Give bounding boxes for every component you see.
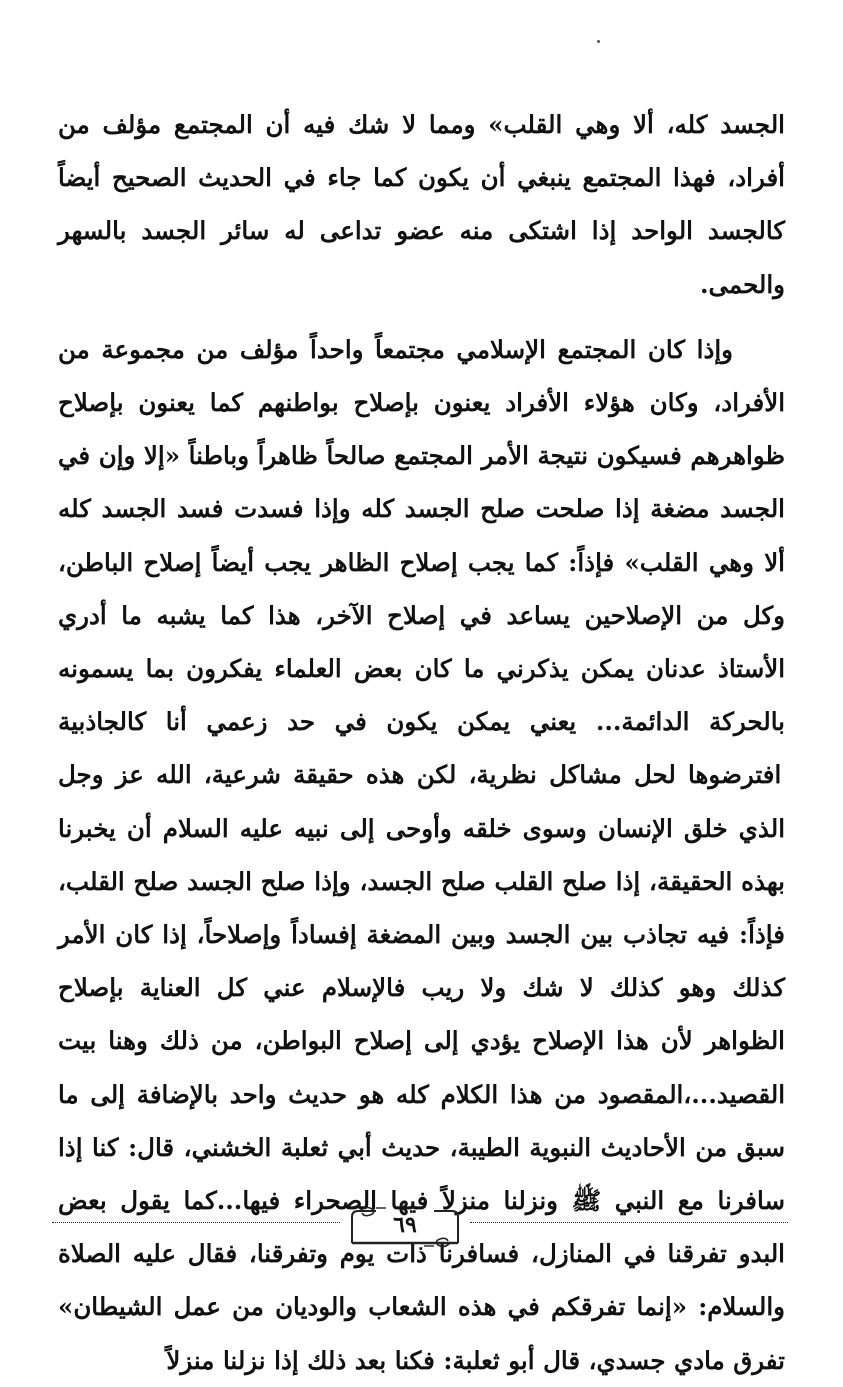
text-line: العلماء يفكرون بما يسمونه بالحركة الدائمة... يعني يمكن يكون في حد زعمي bbox=[58, 654, 785, 737]
text-line: كذلك لا شك ولا ريب فالإسلام عني كل العناية بإصلاح الظواهر لأن هذا bbox=[58, 973, 785, 1056]
text-line: الجسد كله، ألا وهي القلب» ومما لا شك فيه أن المجتمع مؤلف من أفراد، فهذا bbox=[58, 110, 785, 193]
text-line: فيها الصحراء فيها...كما يقول بعض البدو تفرقنا في المنازل، فسافرنا ذات يوم bbox=[58, 1186, 785, 1269]
text-line: تجاذب بين الجسد وبين المضغة إفساداً وإصلاحاً، إذا كان الأمر كذلك وهو bbox=[58, 920, 785, 1003]
text-line: المجتمع ينبغي أن يكون كما جاء في الحديث الصحيح أيضاً كالجسد الواحد إذا bbox=[58, 163, 786, 246]
text-line: وتفرقنا، فقال عليه الصلاة والسلام: «إنما تفرقكم في هذه الشعاب والوديان من bbox=[58, 1239, 785, 1322]
body-text bbox=[58, 98, 785, 1387]
text-line: الحقيقة، إذا صلح القلب صلح الجسد، وإذا صلح الجسد صلح القلب، فإذاً: فيه bbox=[58, 866, 785, 950]
page-number: ٦٩ bbox=[393, 1212, 417, 1238]
text-line: إصلاح الآخر، هذا كما يشبه ما أدري الأستاذ عدنان يمكن يذكرني ما كان بعض bbox=[58, 600, 786, 684]
text-line: أنا كالجاذبية افترضوها لحل مشاكل نظرية، لكن هذه حقيقة شرعية، الله عز وجل bbox=[58, 707, 782, 790]
text-line: وإذا كان المجتمع الإسلامي مجتمعاً واحداً مؤلف من مجموعة من الأفراد، bbox=[58, 334, 786, 418]
text-line: وكان هؤلاء الأفراد يعنون بإصلاح بواطنهم كما يعنون بإصلاح ظواهرهم bbox=[58, 388, 786, 471]
text-line: عمل الشيطان» تفرق مادي جسدي، قال أبو ثعلبة: فكنا بعد ذلك إذا نزلنا منزلاً bbox=[58, 1292, 785, 1375]
text-line: هذا الكلام كله هو حديث واحد بالإضافة إلى ما سبق من الأحاديث النبوية bbox=[58, 1079, 786, 1162]
speck-mark bbox=[597, 40, 600, 43]
text-line: الذي خلق الإنسان وسوى خلقه وأوحى إلى نبيه عليه السلام أن يخبرنا بهذه bbox=[58, 813, 785, 896]
text-line: الإصلاح يؤدي إلى إصلاح البواطن، من ذلك وهنا بيت القصيد...،المقصود من bbox=[58, 1026, 786, 1109]
paragraph-1 bbox=[58, 98, 785, 311]
footer-divider-left bbox=[52, 1222, 340, 1223]
text-line: صلحت صلح الجسد كله وإذا فسدت فسد الجسد كله ألا وهي القلب» فإذاً: كما bbox=[58, 494, 785, 577]
text-line: يجب إصلاح الظاهر يجب أيضاً إصلاح الباطن، وكل من الإصلاحين يساعد في bbox=[58, 547, 785, 630]
text-line: الطيبة، حديث أبي ثعلبة الخشني، قال: كنا إذا سافرنا مع النبي ﷺ ونزلنا منزلاً bbox=[58, 1132, 786, 1216]
text-line: اشتكى منه عضو تداعى له سائر الجسد بالسهر والحمى. bbox=[58, 216, 785, 299]
text-line: فسيكون نتيجة الأمر المجتمع صالحاً ظاهراً وباطناً «إلا وإن في الجسد مضغة إذا bbox=[58, 441, 785, 524]
footer-divider-right bbox=[470, 1222, 788, 1223]
page-number-ornament bbox=[346, 1205, 464, 1249]
